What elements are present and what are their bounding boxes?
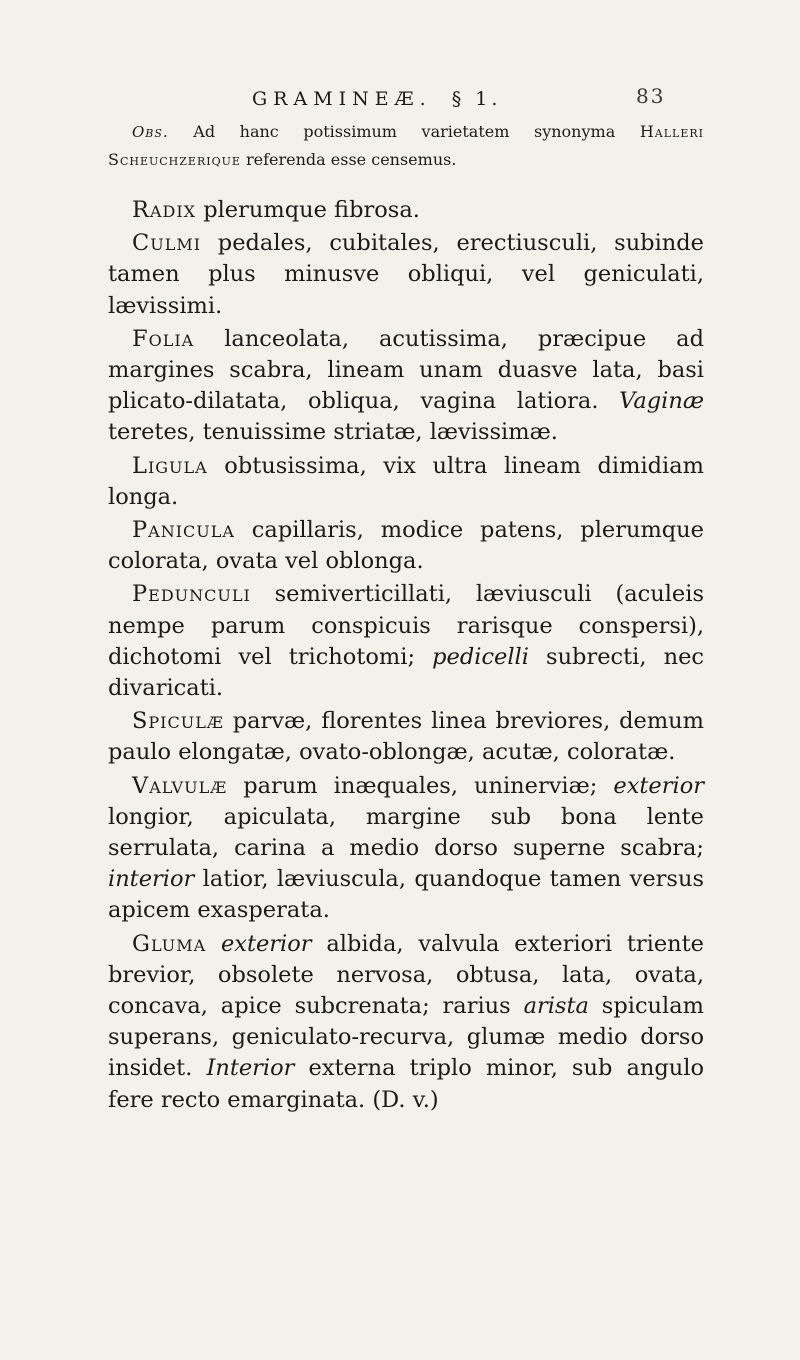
italic-arista: arista — [523, 993, 589, 1020]
section-mark: § 1. — [451, 88, 502, 110]
text-spiculae: parvæ, florentes linea breviores, demum paulo elongatæ, ovato-oblongæ, acutæ, coloratæ. — [108, 708, 704, 766]
running-header — [252, 88, 501, 110]
obs-name-scheuchzerique: Scheuchzerique — [108, 150, 241, 169]
lead-pedunculi: Pedunculi — [132, 581, 251, 608]
lead-valvulae: Valvulæ — [132, 772, 228, 799]
obs-text-3: referenda esse censemus. — [240, 150, 457, 169]
lead-ligula: Ligula — [132, 452, 208, 479]
observation-note — [108, 118, 704, 173]
obs-lead: Obs. — [132, 123, 169, 141]
obs-text-1: Ad hanc potissimum varietatem synonyma — [168, 122, 640, 141]
text-valvulae-2: longior, apiculata, margine sub bona lente serrulata, carina a medio dorso superne scabra; — [108, 803, 704, 862]
text-folia: lanceolata, acutissima, præcipue ad margines scabra, lineam unam duasve lata, basi plicato-dilatata, obliqua, vagina latiora. — [108, 325, 704, 415]
text-pedunculi: semiverticillati, læviusculi (aculeis nempe parum conspicuis rarisque conspersi), dichotomi vel trichotomi; — [108, 581, 704, 670]
text-radix: plerumque fibrosa. — [196, 197, 420, 223]
paragraph-radix — [108, 195, 704, 226]
lead-gluma: Gluma — [132, 930, 207, 957]
text-body — [108, 118, 704, 1118]
text-gluma-2: spiculam superans, geniculato-recurva, glumæ medio dorso insidet. — [108, 993, 704, 1082]
lead-culmi: Culmi — [132, 230, 202, 257]
paragraph-pedunculi — [108, 579, 704, 704]
italic-gluma-exterior: exterior — [206, 930, 312, 957]
page-number: 83 — [636, 84, 666, 108]
italic-interior: interior — [108, 866, 195, 893]
text-valvulae-3: latior, læviuscula, quandoque tamen versus apicem exasperata. — [108, 866, 704, 924]
lead-radix: Radix — [132, 197, 197, 223]
lead-folia: Folia — [132, 325, 195, 352]
text-culmi: pedales, cubitales, erectiusculi, subinde tamen plus minusve obliqui, vel geniculati, lævissimi. — [108, 230, 704, 319]
text-valvulae: parum inæquales, uninerviæ; — [227, 772, 614, 799]
paragraph-spiculae — [108, 706, 704, 768]
text-folia-2: teretes, tenuissime striatæ, lævissimæ. — [108, 419, 558, 446]
text-panicula: capillaris, modice patens, plerumque colorata, ovata vel oblonga. — [108, 517, 704, 575]
text-gluma: albida, valvula exteriori triente brevior, obsolete nervosa, obtusa, lata, ovata, concava, apice subcrenata; rarius — [108, 930, 704, 1020]
text-ligula: obtusissima, vix ultra lineam dimidiam longa. — [108, 452, 704, 510]
paragraph-gluma — [108, 929, 704, 1116]
running-title: GRAMINEÆ. — [252, 88, 432, 110]
italic-exterior: exterior — [613, 772, 704, 799]
paragraph-ligula — [108, 451, 704, 513]
text-gluma-3: externa triplo minor, sub angulo fere recto emarginata. (D. v.) — [108, 1055, 704, 1113]
paragraph-folia — [108, 324, 704, 449]
lead-panicula: Panicula — [132, 517, 235, 544]
italic-vaginae: Vaginæ — [619, 388, 704, 415]
paragraph-panicula — [108, 515, 704, 577]
italic-gluma-interior: Interior — [206, 1055, 295, 1082]
obs-name-halleri: Halleri — [639, 122, 704, 141]
paragraph-culmi — [108, 228, 704, 322]
text-pedunculi-2: subrecti, nec divaricati. — [108, 643, 704, 702]
italic-pedicelli: pedicelli — [432, 643, 529, 670]
lead-spiculae: Spiculæ — [132, 708, 224, 735]
paragraph-valvulae — [108, 771, 704, 927]
